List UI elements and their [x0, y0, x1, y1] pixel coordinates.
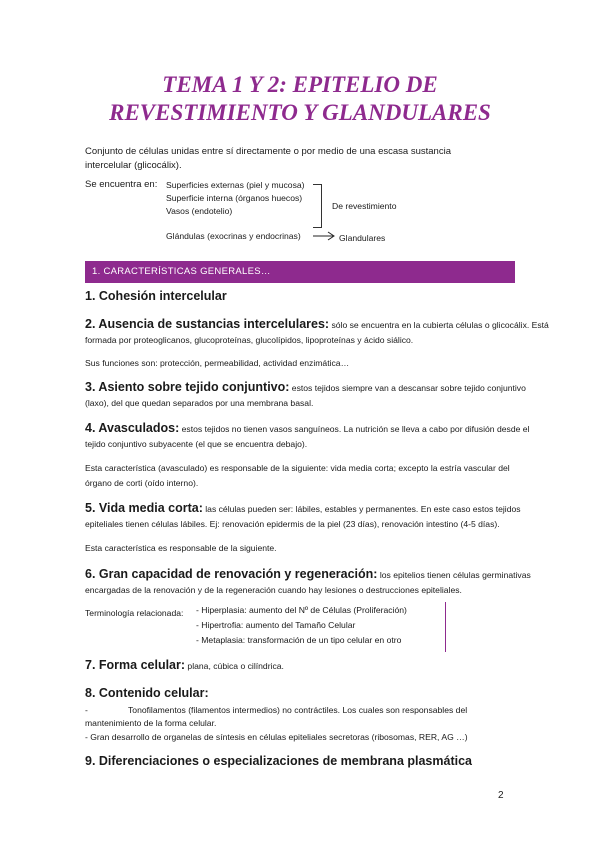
- item-8-bullet-1-line-2: mantenimiento de la forma celular.: [85, 718, 217, 728]
- item-4-heading: [85, 421, 529, 435]
- item-2-line-2: formada por proteoglicanos, glucoproteínas, glucolípidos, lipoproteínas y ácido siálico.: [85, 335, 414, 345]
- item-4-note-2: órgano de corti (oído interno).: [85, 478, 199, 488]
- item-5-heading: [85, 501, 521, 515]
- item-3-title: 3. Asiento sobre tejido conjuntivo:: [85, 380, 290, 394]
- item-2-text: sólo se encuentra en la cubierta células o glicocálix. Está: [329, 320, 549, 330]
- item-7-title: 7. Forma celular:: [85, 658, 186, 672]
- item-3-text: estos tejidos siempre van a descansar sobre tejido conjuntivo: [289, 383, 526, 393]
- page-number: 2: [498, 790, 504, 801]
- item-3-heading: [85, 380, 526, 394]
- item-8-heading: [85, 686, 209, 700]
- item-2-heading: [85, 317, 549, 331]
- item-7-heading: [85, 658, 284, 672]
- item-4-title: 4. Avasculados:: [85, 421, 180, 435]
- item-8-title: 8. Contenido celular:: [85, 686, 209, 700]
- item-6-title: 6. Gran capacidad de renovación y regeneración:: [85, 567, 378, 581]
- intro-line-1: Conjunto de células unidas entre sí directamente o por medio de una escasa sustancia: [85, 146, 451, 157]
- location-item-1: Superficies externas (piel y mucosa): [166, 180, 305, 190]
- item-6-line-2: encargadas de la renovación y de la regeneración cuando hay lesiones o destrucciones epiteliales.: [85, 585, 462, 595]
- item-1-title: 1. Cohesión intercelular: [85, 289, 227, 303]
- term-metaplasia: - Metaplasia: transformación de un tipo celular en otro: [196, 635, 402, 645]
- item-5-text: las células pueden ser: lábiles, estables y permanentes. En este caso estos tejidos: [202, 504, 521, 514]
- term-hipertrofia: - Hipertrofia: aumento del Tamaño Celular: [196, 620, 356, 630]
- item-4-text: estos tejidos no tienen vasos sanguíneos. La nutrición se lleva a cabo por difusión desde el: [179, 424, 530, 434]
- glandulas-item: Glándulas (exocrinas y endocrinas): [166, 231, 301, 241]
- item-4-note-1: Esta característica (avasculado) es responsable de la siguiente: vida media corta; excepto la estría vascular del: [85, 463, 510, 473]
- item-8-bullet-1: Tonofilamentos (filamentos intermedios) no contráctiles. Los cuales son responsables del: [128, 705, 468, 715]
- item-5-title: 5. Vida media corta:: [85, 501, 203, 515]
- section-header: 1. CARACTERÍSTICAS GENERALES…: [85, 261, 515, 283]
- located-label: Se encuentra en:: [85, 179, 158, 190]
- intro-line-2: intercelular (glicocálix).: [85, 160, 182, 171]
- item-3-line-2: (laxo), del que quedan separados por una membrana basal.: [85, 398, 314, 408]
- location-item-3: Vasos (endotelio): [166, 206, 233, 216]
- item-9-title: 9. Diferenciaciones o especializaciones de membrana plasmática: [85, 754, 472, 768]
- terminology-label: Terminología relacionada:: [85, 608, 184, 618]
- item-2-functions: Sus funciones son: protección, permeabilidad, actividad enzimática…: [85, 358, 350, 368]
- term-hiperplasia: - Hiperplasia: aumento del Nº de Células (Proliferación): [196, 605, 407, 615]
- item-7-text: plana, cúbica o cilíndrica.: [185, 661, 284, 671]
- revestimiento-brace: [313, 184, 322, 228]
- item-6-heading: [85, 567, 531, 581]
- location-item-2: Superficie interna (órganos huecos): [166, 193, 303, 203]
- item-6-text: los epitelios tienen células germinativas: [377, 570, 531, 580]
- arrow-right-icon: [313, 231, 337, 241]
- item-4-line-2: tejido conjuntivo subyacente (el que se encuentra debajo).: [85, 439, 308, 449]
- item-5-line-2: epiteliales tienen células lábiles. Ej: renovación epidermis de la piel (23 días), renovación intestino (4-5 días).: [85, 519, 500, 529]
- document-title-line-2: REVESTIMIENTO Y GLANDULARES: [109, 100, 491, 125]
- revestimiento-label: De revestimiento: [332, 201, 397, 211]
- item-9-heading: [85, 754, 472, 768]
- glandulares-label: Glandulares: [339, 233, 386, 243]
- terminology-divider: [445, 602, 446, 652]
- item-1-heading: [85, 289, 227, 303]
- item-2-title: 2. Ausencia de sustancias intercelulares:: [85, 317, 330, 331]
- item-8-bullet-2: - Gran desarrollo de organelas de síntesis en células epiteliales secretoras (ribosomas, RER, AG …): [85, 732, 468, 742]
- document-title-line-1: TEMA 1 Y 2: EPITELIO DE: [162, 72, 438, 97]
- item-8-bullet-1-dash: -: [85, 705, 88, 715]
- item-5-note: Esta característica es responsable de la siguiente.: [85, 543, 277, 553]
